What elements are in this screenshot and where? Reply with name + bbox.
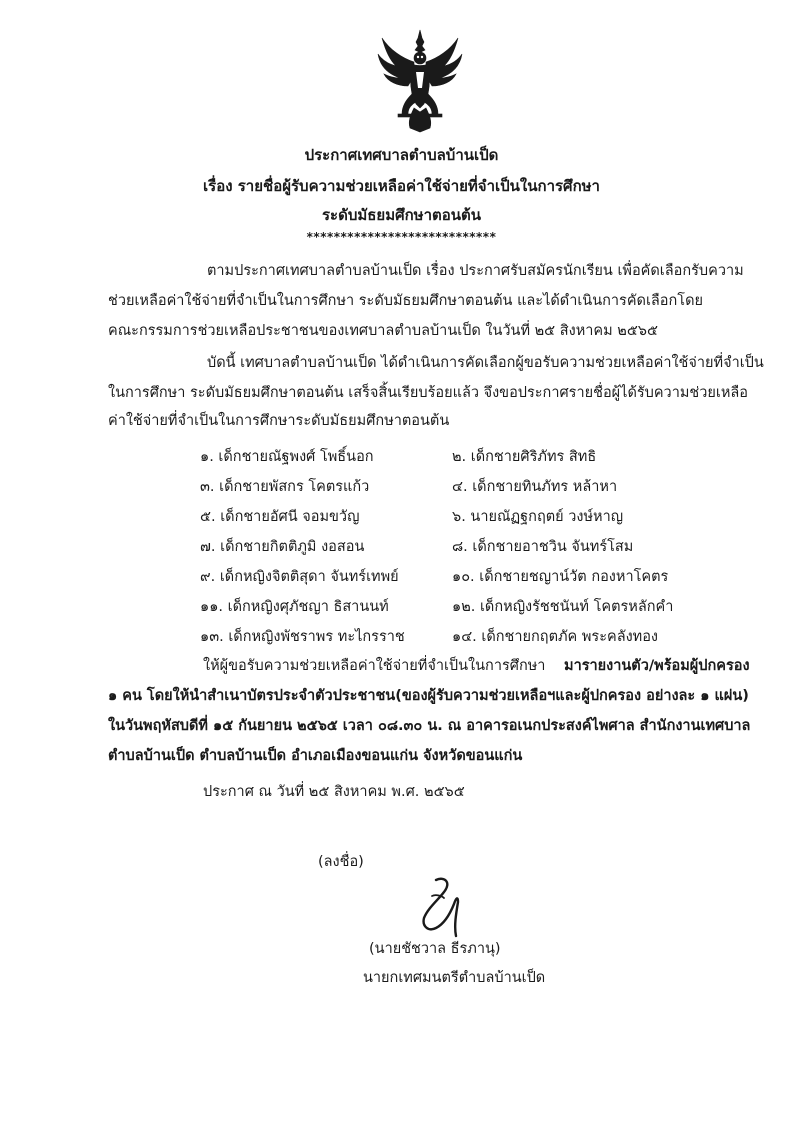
announcement-title: ประกาศเทศบาลตำบลบ้านเป็ด [304,146,499,164]
handwritten-signature [414,874,472,942]
announcement-subject: เรื่อง รายชื่อผู้รับความช่วยเหลือค่าใช้จ่ายที่จำเป็นในการศึกษา [203,177,600,195]
paragraph-3-line-1 [203,655,750,677]
separator-stars: **************************** [306,230,497,244]
list-item: ๑๑. เด็กหญิงศุภัชญา ธิสานนท์ [200,599,389,615]
list-item: ๖. นายณัฏฐกฤตย์ วงษ์หาญ [452,509,624,525]
paragraph-1-line-1: ตามประกาศเทศบาลตำบลบ้านเป็ด เรื่อง ประกาศรับสมัครนักเรียน เพื่อคัดเลือกรับความ [207,263,744,279]
paragraph-3-line-1-text: ให้ผู้ขอรับความช่วยเหลือค่าใช้จ่ายที่จำเป็นในการศึกษา [203,658,546,674]
list-item: ๓. เด็กชายพัสกร โคตรแก้ว [200,479,370,495]
list-item: ๑. เด็กชายณัฐพงศ์ โพธิ์นอก [200,449,374,465]
paragraph-3-line-2: ๑ คน โดยให้นำสำเนาบัตรประจำตัวประชาชน(ของผู้รับความช่วยเหลือฯและผู้ปกครอง อย่างละ ๑ แผ่น) [108,688,749,704]
announce-date: ประกาศ ณ วันที่ ๒๕ สิงหาคม พ.ศ. ๒๕๖๕ [203,784,465,800]
list-item: ๔. เด็กชายทินภัทร หล้าหา [452,479,618,495]
paragraph-3-line-1-bold: มารายงานตัว/พร้อมผู้ปกครอง [564,658,750,674]
list-item: ๑๓. เด็กหญิงพัชราพร ทะไกรราช [200,629,405,645]
list-item: ๑๔. เด็กชายกฤตภัค พระคลังทอง [452,629,659,645]
paragraph-3-line-3: ในวันพฤหัสบดีที่ ๑๕ กันยายน ๒๕๖๕ เวลา ๐๘.๓๐ น. ณ อาคารอเนกประสงค์ไพศาล สำนักงานเทศบาล [108,718,751,734]
announcement-level: ระดับมัธยมศึกษาตอนต้น [321,206,481,224]
paragraph-3-line-4: ตำบลบ้านเป็ด ตำบลบ้านเป็ด อำเภอเมืองขอนแก่น จังหวัดขอนแก่น [108,748,523,764]
signer-name: (นายชัชวาล ธีรภานุ) [369,941,501,957]
list-item: ๒. เด็กชายศิริภัทร สิทธิ [452,449,597,465]
paragraph-2-line-1: บัดนี้ เทศบาลตำบลบ้านเป็ด ได้ดำเนินการคัดเลือกผู้ขอรับความช่วยเหลือค่าใช้จ่ายที่จำเป็น [207,355,764,371]
list-item: ๑๒. เด็กหญิงรัชชนันท์ โคตรหลักคำ [452,599,674,615]
list-item: ๘. เด็กชายอาชวิน จันทร์โสม [452,539,634,555]
paragraph-1-line-3: คณะกรรมการช่วยเหลือประชาชนของเทศบาลตำบลบ้านเป็ด ในวันที่ ๒๕ สิงหาคม ๒๕๖๕ [108,323,658,339]
paragraph-2-line-2: ในการศึกษา ระดับมัธยมศึกษาตอนต้น เสร็จสิ้นเรียบร้อยแล้ว จึงขอประกาศรายชื่อผู้ได้รับความช่วยเหลือ [108,385,748,401]
list-item: ๑๐. เด็กชายชญาน์วัต กองหาโคตร [452,569,669,585]
list-item: ๕. เด็กชายอัศนี จอมขวัญ [200,509,360,525]
paragraph-1-line-2: ช่วยเหลือค่าใช้จ่ายที่จำเป็นในการศึกษา ระดับมัธยมศึกษาตอนต้น และได้ดำเนินการคัดเลือกโดย [108,293,703,309]
garuda-emblem-icon [372,28,468,134]
sign-label: (ลงชื่อ) [318,854,364,870]
list-item: ๗. เด็กชายกิตติภูมิ งอสอน [200,539,365,555]
list-item: ๙. เด็กหญิงจิตติสุดา จันทร์เทพย์ [200,569,399,585]
signer-position: นายกเทศมนตรีตำบลบ้านเป็ด [363,970,546,986]
paragraph-2-line-3: ค่าใช้จ่ายที่จำเป็นในการศึกษาระดับมัธยมศึกษาตอนต้น [108,413,450,429]
